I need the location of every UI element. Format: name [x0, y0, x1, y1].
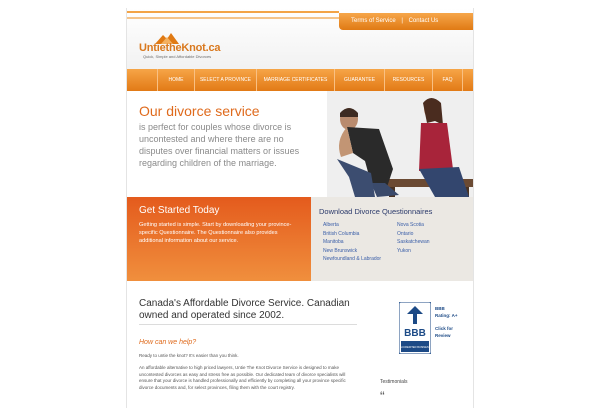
bbb-review-line-2: Review [435, 333, 451, 338]
get-started-title: Get Started Today [139, 205, 220, 216]
bbb-review-line-1: Click for [435, 326, 454, 331]
province-link-saskatchewan[interactable]: Saskatchewan [397, 239, 430, 245]
top-links [349, 18, 440, 24]
questionnaires-title: Download Divorce Questionnaires [319, 207, 433, 216]
nav-marriage-certificates[interactable]: MARRIAGE CERTIFICATES [257, 69, 335, 91]
description-paragraph: An affordable alternative to high priced lawyers, Untie The Knot Divorce Service is designed to make uncontested divorces as easy and stress free as possible. Our dedicated team of divorce specialists will ensure that your divorce is handled professionally and efficiently by completing all your province specific divorce documents and, for select provinces, filing them with the court registry. [139, 365, 346, 390]
content-title: Canada's Affordable Divorce Service. Canadian owned and operated since 2002. [139, 298, 350, 321]
questionnaires-panel [311, 197, 474, 281]
bbb-badge-text: BBB [404, 328, 426, 339]
logo-text: UntietheKnot.ca [139, 42, 221, 54]
logo-tagline: Quick, Simple and Affordable Divorces [143, 54, 212, 59]
top-bar [127, 8, 474, 38]
province-link-newfoundland-labrador[interactable]: Newfoundland & Labrador [323, 256, 382, 262]
province-list-right [397, 221, 430, 255]
testimonials-heading: Testimonials [380, 379, 408, 385]
top-links-separator: | [401, 18, 403, 24]
hero [127, 91, 474, 197]
nav-guarantee[interactable]: GUARANTEE [335, 69, 385, 91]
bbb-rating-line-1: BBB [435, 306, 445, 311]
province-link-alberta[interactable]: Alberta [323, 222, 339, 228]
province-link-nova-scotia[interactable]: Nova Scotia [397, 222, 424, 228]
get-started-text: Getting started is simple. Start by downloading your province-specific Questionnaire. The Questionnaire also provides additional information about our service. [139, 222, 292, 244]
province-list-left [323, 221, 381, 264]
province-link-new-brunswick[interactable]: New Brunswick [323, 247, 358, 254]
hero-text: is perfect for couples whose divorce is uncontested and where there are no disputes over financial matters or issues regarding children of the marriage. [139, 122, 300, 168]
main-nav [127, 69, 474, 91]
province-link-ontario[interactable]: Ontario [397, 230, 414, 237]
bbb-badge-subtext: ACCREDITED BUSINESS [399, 346, 431, 349]
terms-of-service-link[interactable]: Terms of Service [351, 18, 396, 24]
quote-icon: “ [380, 388, 385, 404]
province-link-yukon[interactable]: Yukon [397, 247, 411, 254]
hero-title: Our divorce service [139, 103, 260, 119]
nav-select-province[interactable]: SELECT A PROVINCE [195, 69, 257, 91]
nav-home[interactable]: HOME [157, 69, 195, 91]
nav-faq[interactable]: FAQ [433, 69, 463, 91]
bbb-review-link[interactable] [435, 325, 453, 339]
header [127, 8, 474, 72]
page [126, 8, 474, 408]
province-link-manitoba[interactable]: Manitoba [323, 239, 344, 245]
bbb-rating-line-2: Rating: A+ [435, 313, 458, 318]
main-content [127, 281, 474, 408]
nav-resources[interactable]: RESOURCES [385, 69, 433, 91]
bbb-badge-icon[interactable] [399, 302, 431, 354]
get-started-panel[interactable] [127, 197, 311, 281]
intro-paragraph: Ready to untie the knot? It's easier than you think. [139, 353, 239, 358]
couple-photo [327, 91, 474, 197]
header-stripes [127, 11, 339, 19]
promo-row [127, 197, 474, 281]
province-link-british-columbia[interactable]: British Columbia [323, 230, 360, 237]
bbb-rating [435, 305, 457, 319]
contact-us-link[interactable]: Contact Us [408, 18, 439, 24]
help-heading: How can we help? [139, 339, 197, 346]
content-divider [139, 324, 357, 325]
